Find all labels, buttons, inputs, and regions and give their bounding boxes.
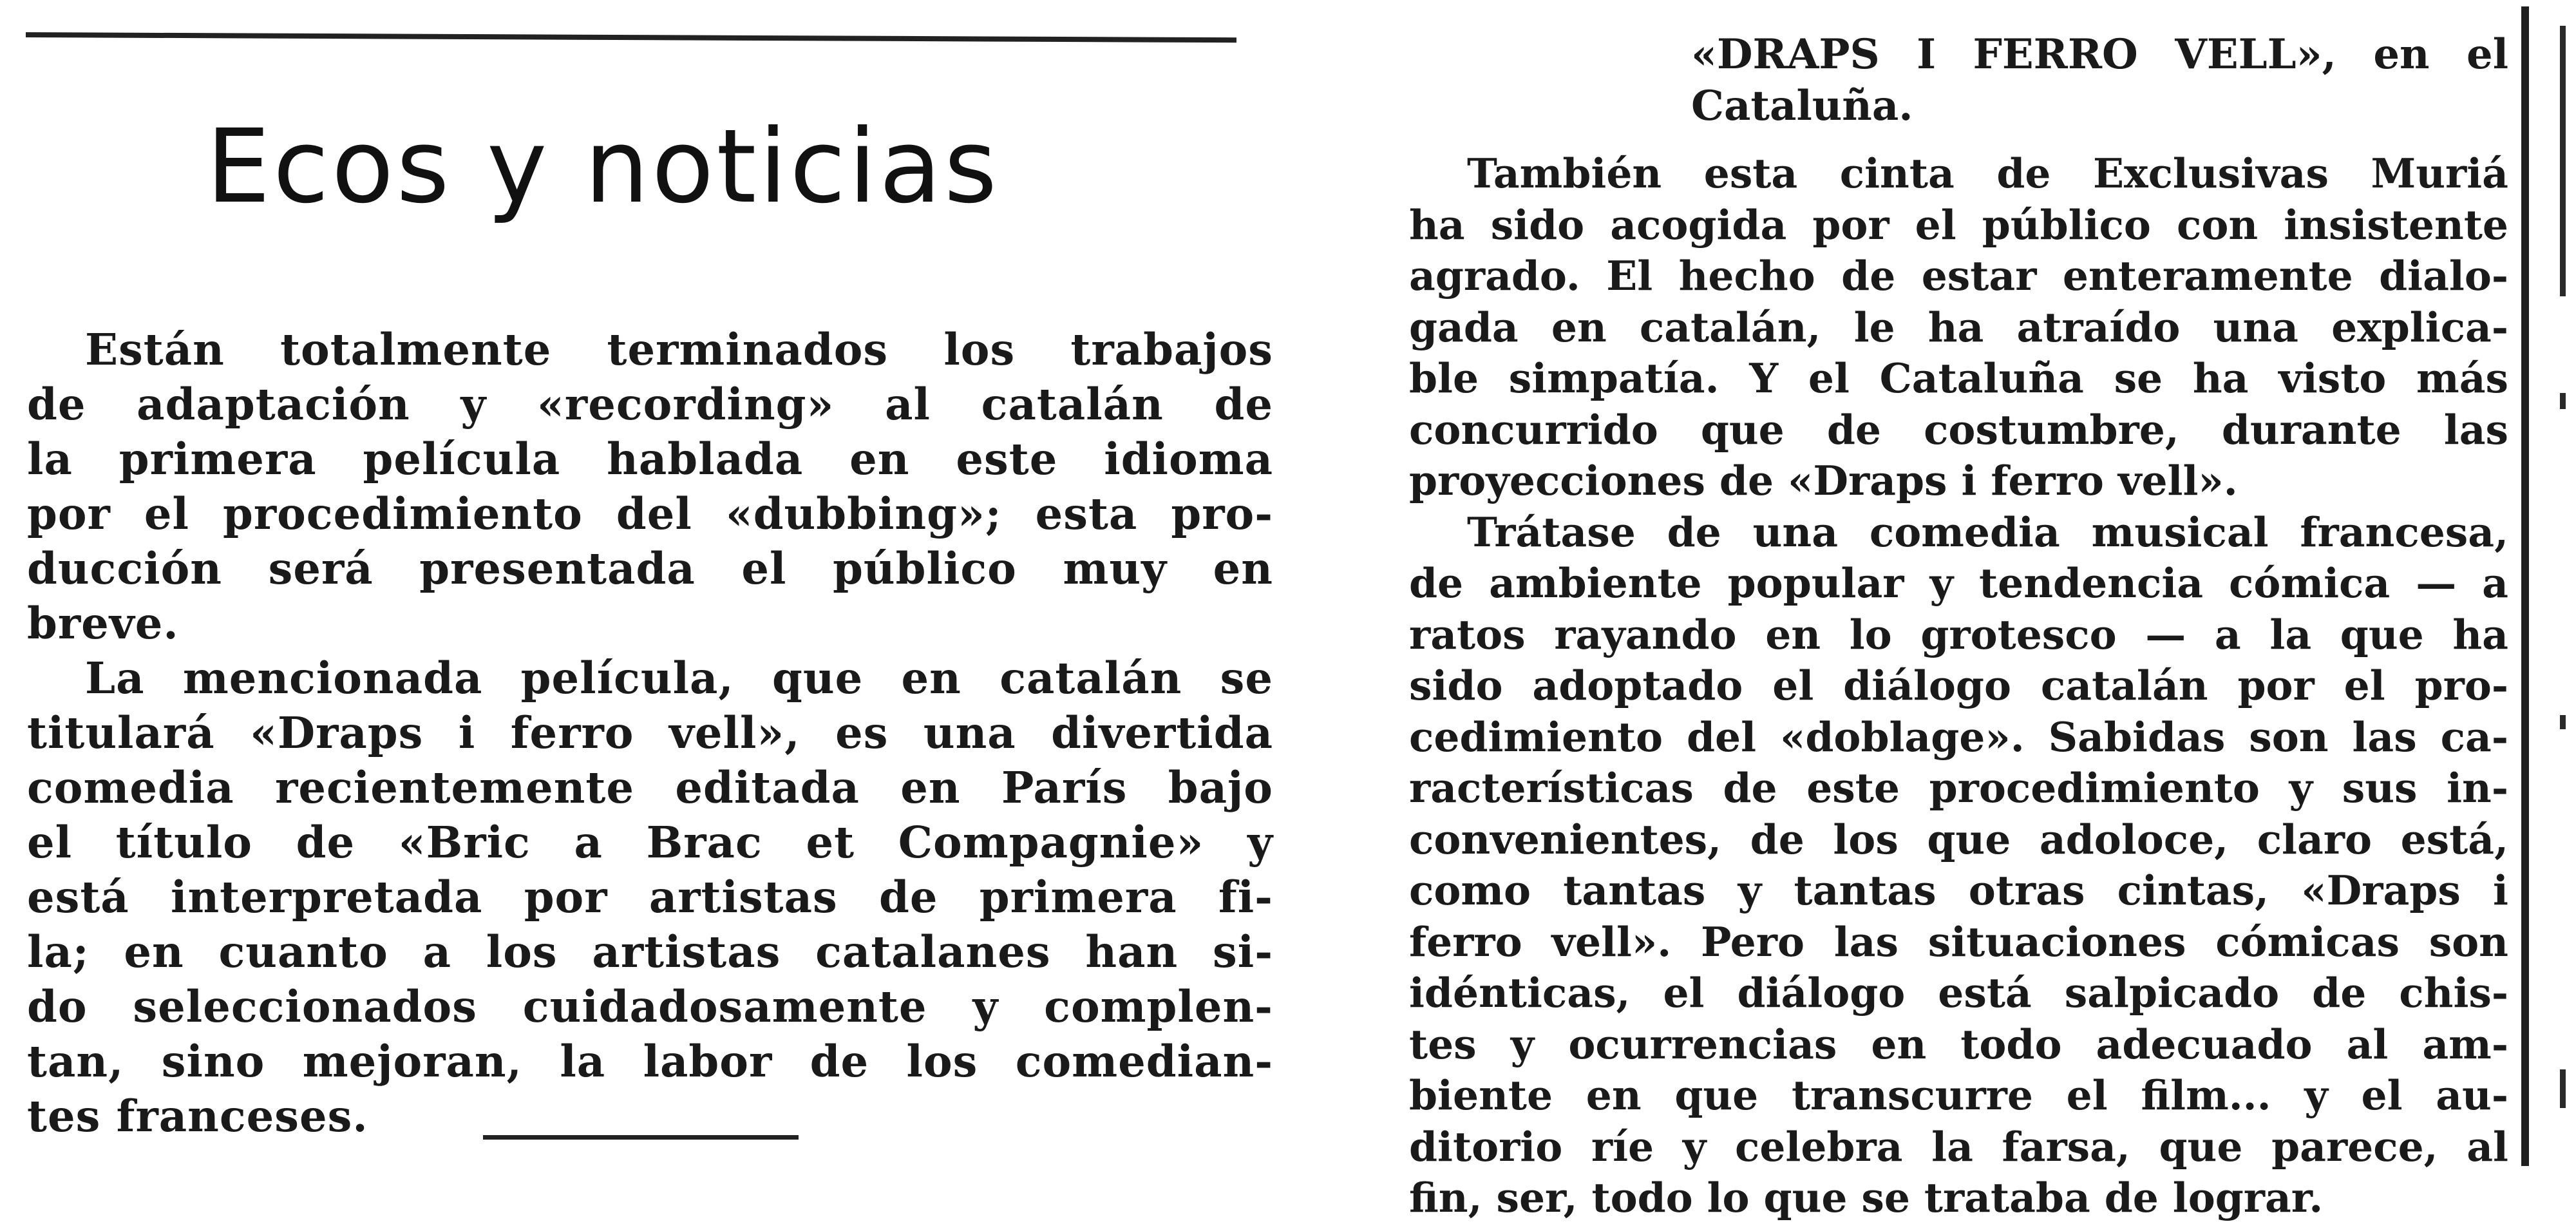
paragraph: [27, 651, 1273, 1143]
text-line: por el procedimiento del «dubbing»; esta pro-: [27, 488, 1273, 539]
article-heading: [1409, 29, 2508, 132]
text-line: el título de «Bric a Brac et Compagnie» y: [27, 817, 1273, 868]
text-line: concurrido que de costumbre, durante las: [1409, 405, 2508, 454]
left-column: [27, 322, 1273, 1143]
text-line: gada en catalán, le ha atraído una explica-: [1409, 303, 2508, 351]
text-line: agrado. El hecho de estar enteramente dialo-: [1409, 252, 2508, 300]
text-line: cedimiento del «doblage». Sabidas son las ca-: [1409, 712, 2508, 761]
text-line: idénticas, el diálogo está salpicado de chis-: [1409, 969, 2508, 1017]
text-line: está interpretada por artistas de primera fi-: [27, 872, 1273, 923]
text-line: racterísticas de este procedimiento y sus in-: [1409, 764, 2508, 812]
text-line: de ambiente popular y tendencia cómica — a: [1409, 559, 2508, 607]
text-line: la primera película hablada en este idioma: [27, 434, 1273, 484]
text-line: ble simpatía. Y el Cataluña se ha visto más: [1409, 354, 2508, 402]
text-line: de adaptación y «recording» al catalán de: [27, 379, 1273, 430]
text-line: proyecciones de «Draps i ferro vell».: [1409, 457, 2238, 504]
heading-line: «DRAPS I FERRO VELL», en el: [1691, 30, 2508, 79]
heading-line: Cataluña.: [1691, 82, 1913, 130]
adjacent-column-fragment: [2560, 0, 2576, 1174]
text-line: La mencionada película, que en catalán se: [85, 653, 1273, 703]
text-line: titulará «Draps i ferro vell», es una divertida: [27, 707, 1273, 758]
top-rule: [26, 32, 1236, 43]
text-line: ratos rayando en lo grotesco — a la que ha: [1409, 610, 2508, 658]
text-line: tan, sino mejoran, la labor de los comedian-: [27, 1036, 1273, 1087]
paragraph: [1409, 148, 2508, 507]
text-line: tes franceses.: [27, 1091, 368, 1142]
text-line: ha sido acogida por el público con insistente: [1409, 200, 2508, 249]
text-line: ducción será presentada el público muy en: [27, 543, 1273, 594]
text-line: También esta cinta de Exclusivas Muriá: [1467, 149, 2508, 197]
text-line: sido adoptado el diálogo catalán por el pro-: [1409, 662, 2508, 709]
headline: Ecos y noticias: [206, 108, 1000, 226]
text-line: fin, ser, todo lo que se trataba de lograr.: [1409, 1174, 2324, 1221]
right-column: [1409, 148, 2508, 1224]
text-line: ferro vell». Pero las situaciones cómicas son: [1409, 917, 2508, 966]
text-line: comedia recientemente editada en París bajo: [27, 762, 1273, 813]
text-line: Están totalmente terminados los trabajos: [85, 324, 1273, 375]
text-line: como tantas y tantas otras cintas, «Draps i: [1409, 866, 2508, 914]
paragraph: [1409, 507, 2508, 1224]
text-line: biente en que transcurre el film... y el au-: [1409, 1071, 2508, 1119]
text-line: do seleccionados cuidadosamente y complen-: [27, 981, 1273, 1032]
text-line: Trátase de una comedia musical francesa,: [1467, 508, 2508, 556]
text-line: la; en cuanto a los artistas catalanes han si-: [27, 926, 1273, 977]
text-line: breve.: [27, 598, 179, 649]
paragraph: [27, 322, 1273, 651]
column-rule: [2521, 6, 2529, 1166]
text-line: convenientes, de los que adoloce, claro está,: [1409, 815, 2508, 863]
text-line: tes y ocurrencias en todo adecuado al am-: [1409, 1020, 2508, 1068]
text-line: ditorio ríe y celebra la farsa, que parece, al: [1409, 1122, 2508, 1171]
